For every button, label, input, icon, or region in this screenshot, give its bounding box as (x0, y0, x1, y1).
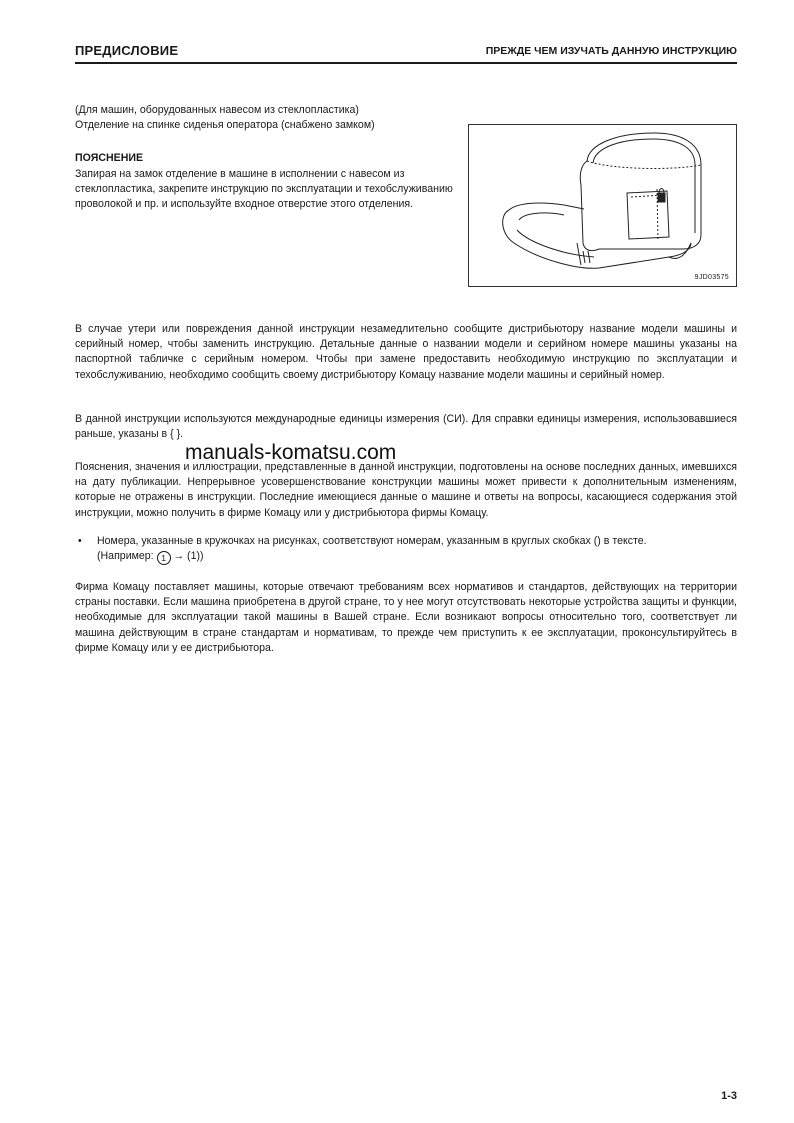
bullet-content (97, 534, 737, 565)
note-body: Запирая на замок отделение в машине в исполнении с навесом из стеклопластика, закрепите инструкцию по эксплуатации и техобслуживанию проволокой и пр. и используйте входное отверстие этого отделения. (75, 167, 453, 211)
seat-figure (468, 124, 737, 287)
paragraph-compliance: Фирма Комацу поставляет машины, которые отвечают требованиям всех нормативов и стандартов, действующих на территории страны поставки. Если машина приобретена в другой стране, то у нее могут отсутствовать некоторые устройства защиты и функции, необходимые для эксплуатации такой машины в Вашей стране. Если возникают вопросы относительно того, соответствует ли машина действующим в стране стандартам и нормативам, то прежде чем приступить к ее эксплуатации, проконсультируйтесь в фирме Комацу или у ее дистрибьютора. (75, 581, 737, 654)
compartment-info (75, 103, 455, 212)
chapter-title: ПРЕЖДЕ ЧЕМ ИЗУЧАТЬ ДАННУЮ ИНСТРУКЦИЮ (485, 45, 737, 57)
paragraph-data-notice: Пояснения, значения и иллюстрации, представленные в данной инструкции, подготовлены на основе последних данных, имевшихся на дату публикации. Непрерывное усовершенствование конструкции машины может привести к дополнительным изменениям, которые не отражены в инструкции. Последние имеющиеся данные о машине и ответы на вопросы, касающиеся содержания этой инструкции, можно получить в фирме Комацу или у дистрибьютора фирмы Комацу. (75, 461, 737, 519)
compartment-line-1: (Для машин, оборудованных навесом из стеклопластика) (75, 104, 359, 116)
bullet-symbol: • (78, 535, 82, 547)
circled-number: 1 (157, 551, 171, 565)
watermark-text: manuals-komatsu.com (185, 441, 397, 464)
paragraph-replacement: В случае утери или повреждения данной инструкции незамедлительно сообщите дистрибьютору название модели машины и серийный номер, чтобы заменить инструкцию. Детальные данные о названии модели и серийном номере машины указаны на паспортной табличке с серийным номером. Чтобы при замене предоставить необходимую инструкцию по эксплуатации и техобслуживанию, необходимо сообщить своему дистрибьютору Комацу название модели машины и серийный номер. (75, 323, 737, 381)
paragraph-units: В данной инструкции используются международные единицы измерения (СИ). Для справки единицы измерения, использовавшиеся раньше, указаны в { }. (75, 413, 737, 441)
section-title: ПРЕДИСЛОВИЕ (75, 43, 179, 58)
figure-code: 9JD03575 (694, 274, 729, 281)
header-divider (75, 62, 737, 64)
compartment-line-2: Отделение на спинке сиденья оператора (снабжено замком) (75, 119, 375, 132)
example-arrow: → (1)) (170, 550, 204, 563)
page-number: 1-3 (721, 1090, 737, 1102)
seat-compartment-illustration-icon (469, 125, 736, 286)
example-prefix: (Например: (97, 550, 157, 563)
note-title: ПОЯСНЕНИЕ (75, 152, 144, 165)
bullet-text: Номера, указанные в кружочках на рисунках, соответствуют номерам, указанным в круглых скобках () в тексте. (97, 535, 647, 547)
bullet-example (97, 549, 737, 565)
